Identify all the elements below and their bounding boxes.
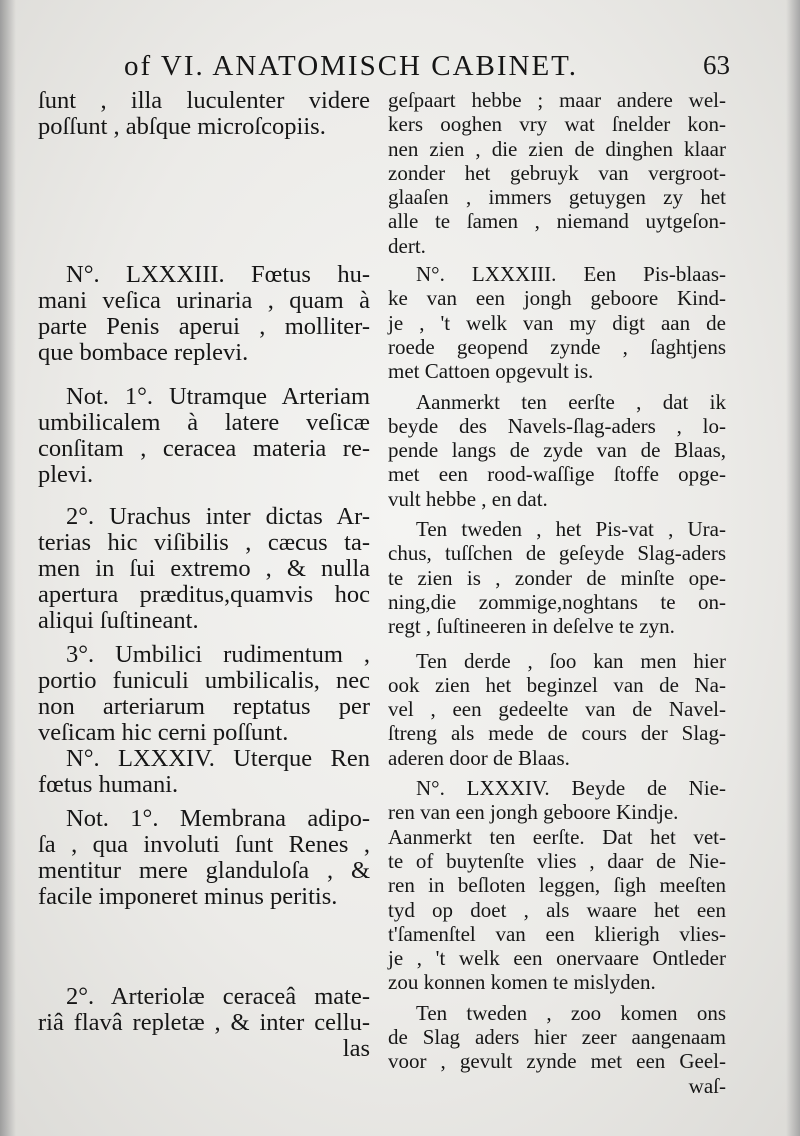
- text-line: alle te ſamen , niemand uytgeſon-: [388, 209, 726, 234]
- latin-paragraph: [38, 806, 370, 910]
- text-line: parte Penis aperui , molliter-: [38, 313, 370, 340]
- dutch-paragraph: [388, 1001, 726, 1098]
- text-line: glaaſen , immers getuygen zy het: [388, 185, 726, 210]
- text-line: ning,die zommige,noghtans te on-: [388, 589, 726, 614]
- text-line: vult hebbe , en dat.: [388, 486, 548, 511]
- text-line: ook zien het beginzel van de Na-: [388, 672, 726, 697]
- text-line: met een rood-waſſige ſtoffe opge-: [388, 462, 726, 487]
- text-line: portio funiculi umbilicalis, nec: [38, 667, 370, 694]
- text-line: plevi.: [38, 461, 94, 488]
- text-line: vel , een gedeelte van de Navel-: [388, 697, 726, 722]
- text-line: Aanmerkt ten eerſte. Dat het vet-: [388, 824, 726, 849]
- text-line: poſſunt , abſque microſcopiis.: [38, 113, 326, 140]
- text-line: 3°. Umbilici rudimentum ,: [66, 641, 370, 668]
- text-line: apertura præditus,quamvis hoc: [38, 581, 370, 608]
- text-line: N°. LXXXIII. Fœtus hu-: [66, 261, 370, 288]
- text-line: met Cattoen opgevult is.: [388, 359, 594, 384]
- text-line: Not. 1°. Membrana adipo-: [66, 805, 370, 832]
- text-line: t'ſamenſtel van een klierigh vlies-: [388, 921, 726, 946]
- text-line: nen zien , die zien de dinghen klaar: [388, 136, 726, 161]
- page-number: 63: [703, 50, 730, 80]
- text-line: aliqui ſuſtineant.: [38, 607, 199, 634]
- text-line: beyde des Navels-ſlag-aders , lo-: [388, 413, 726, 438]
- text-line: terias hic viſibilis , cæcus ta-: [38, 529, 370, 556]
- text-line: mentitur mere glandulоſa , &: [38, 857, 370, 884]
- latin-paragraph: [38, 504, 370, 634]
- text-line: regt , ſuſtineeren in deſelve te zyn.: [388, 614, 675, 639]
- text-line: que bombace replevi.: [38, 339, 249, 366]
- text-line: 2°. Arteriolæ ceraceâ mate-: [66, 983, 370, 1010]
- text-line: umbilicalem à latere veſicæ: [38, 409, 370, 436]
- left-page-shadow: [0, 0, 16, 1136]
- text-line: pende langs de zyde van de Blaas,: [388, 438, 726, 463]
- dutch-column: [388, 88, 726, 1098]
- running-title: of VI. ANATOMISCH CABINET.: [124, 50, 578, 82]
- text-line: tyd op doet , als waare het een: [388, 897, 726, 922]
- text-line: Not. 1°. Utramque Arteriam: [66, 383, 370, 410]
- catchword: waſ-: [688, 1073, 726, 1098]
- text-line: fœtus humani.: [38, 771, 179, 798]
- dutch-paragraph: [388, 649, 726, 770]
- text-line: 2°. Urachus inter dictas Ar-: [66, 503, 370, 530]
- text-line: Ten tweden , het Pis-vat , Ura-: [416, 517, 726, 542]
- latin-paragraph: [38, 384, 370, 488]
- text-line: conſitam , ceracea materia re-: [38, 435, 370, 462]
- text-line: ſunt , illa luculenter videre: [38, 87, 370, 114]
- right-page-shadow: [786, 0, 800, 1136]
- latin-paragraph: [38, 642, 370, 746]
- text-line: aderen door de Blaas.: [388, 745, 570, 770]
- text-line: te of buytenſte vlies , daar de Nie-: [388, 848, 726, 873]
- catchword: las: [342, 1035, 370, 1062]
- text-line: facile imponeret minus peritis.: [38, 883, 338, 910]
- text-line: N°. LXXXIV. Uterque Ren: [66, 745, 370, 772]
- text-line: ſa , qua involuti ſunt Renes ,: [38, 831, 370, 858]
- page-header: [124, 50, 730, 90]
- text-line: te zien is , zonder de minſte ope-: [388, 565, 726, 590]
- dutch-paragraph: [388, 390, 726, 511]
- text-line: dert.: [388, 233, 426, 258]
- latin-paragraph-entry-83: [38, 262, 370, 366]
- text-line: je , 't welk van my digt aan de: [388, 310, 726, 335]
- text-line: N°. LXXXIV. Beyde de Nie-: [416, 776, 726, 801]
- dutch-paragraph-entry-84: [388, 776, 726, 825]
- dutch-paragraph: [388, 517, 726, 638]
- text-line: kers ooghen vry wat ſnelder kon-: [388, 112, 726, 137]
- text-line: ren in beſloten leggen, ſigh meeſten: [388, 873, 726, 898]
- dutch-paragraph: [388, 88, 726, 258]
- latin-paragraph-entry-84: [38, 746, 370, 798]
- text-line: ren van een jongh geboore Kindje.: [388, 800, 679, 825]
- text-line: non arteriarum reptatus per: [38, 693, 370, 720]
- text-line: ke van een jongh geboore Kind-: [388, 286, 726, 311]
- dutch-paragraph: [388, 825, 726, 995]
- text-line: ſtreng als mede de cours der Slag-: [388, 721, 726, 746]
- latin-column: [38, 88, 370, 1062]
- text-line: zou konnen komen te mislyden.: [388, 970, 656, 995]
- text-line: veſicam hic cerni poſſunt.: [38, 719, 289, 746]
- text-line: Aanmerkt ten eerſte , dat ik: [416, 389, 726, 414]
- text-line: Ten tweden , zoo komen ons: [416, 1000, 726, 1025]
- text-line: N°. LXXXIII. Een Pis-blaas-: [416, 262, 726, 287]
- text-line: riâ flavâ repletæ , & inter cellu-: [38, 1009, 370, 1036]
- dutch-paragraph-entry-83: [388, 262, 726, 383]
- text-line: Ten derde , ſoo kan men hier: [416, 648, 726, 673]
- latin-paragraph: [38, 88, 370, 140]
- text-line: mani veſica urinaria , quam à: [38, 287, 370, 314]
- text-line: chus, tuſſchen de geſeyde Slag-aders: [388, 541, 726, 566]
- text-line: roede geopend zynde , ſaghtjens: [388, 334, 726, 359]
- text-line: je , 't welk een onervaare Ontleder: [388, 946, 726, 971]
- text-line: geſpaart hebbe ; maar andere wel-: [388, 88, 726, 112]
- text-line: de Slag aders hier zeer aangenaam: [388, 1024, 726, 1049]
- text-line: voor , gevult zynde met een Geel-: [388, 1049, 726, 1074]
- text-line: zonder het gebruyk van vergroot-: [388, 160, 726, 185]
- text-line: men in ſui extremo , & nulla: [38, 555, 370, 582]
- latin-paragraph: [38, 984, 370, 1062]
